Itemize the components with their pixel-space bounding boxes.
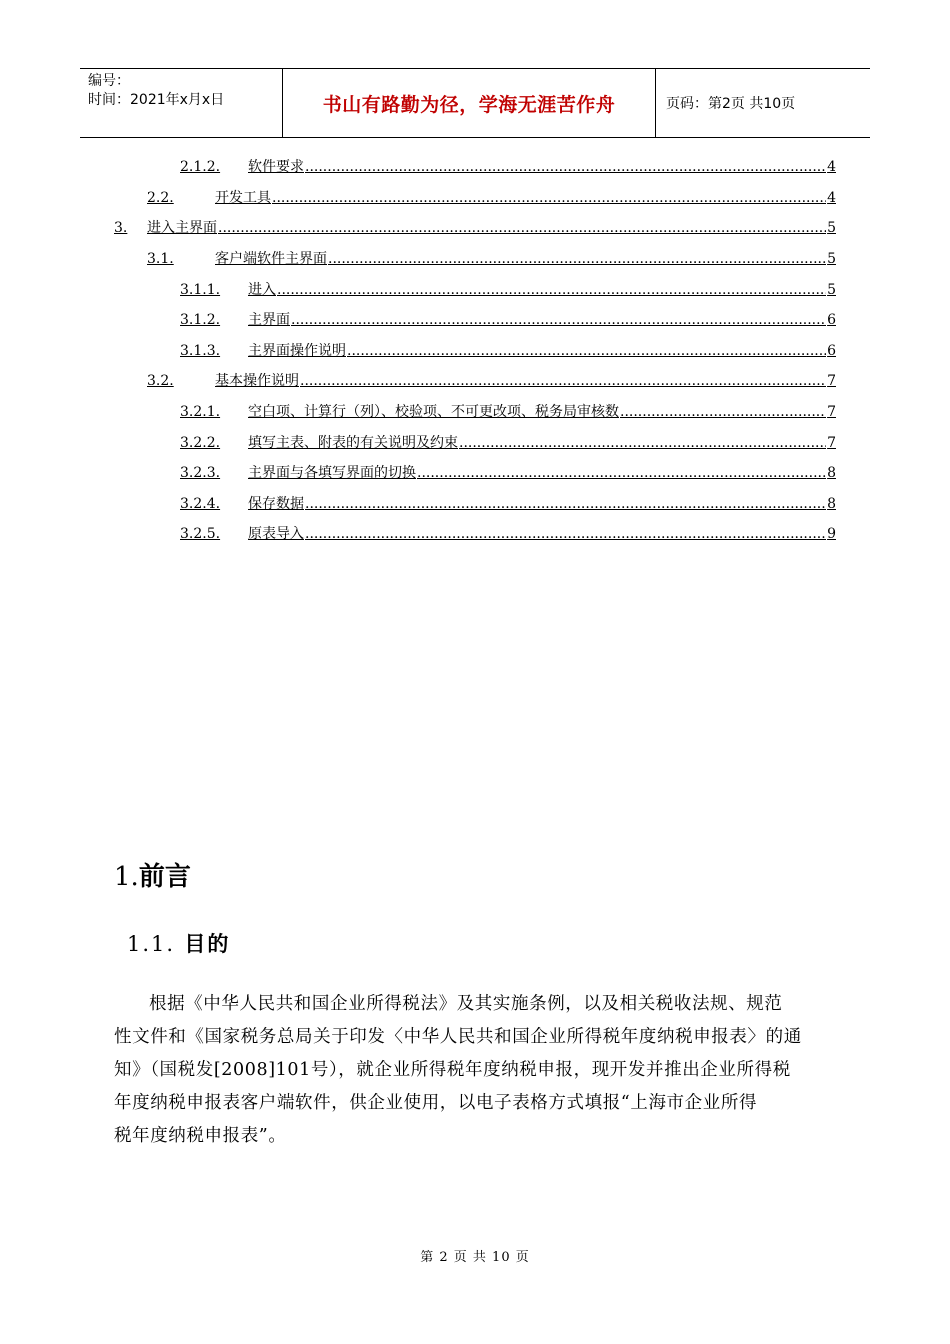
toc-entry-page: 6 [827,343,836,359]
toc-leader [277,281,826,299]
toc-leader [459,434,826,452]
toc-entry-page: 7 [827,373,836,389]
toc-entry-title: 进入 [248,282,276,298]
toc-entry-number: 3.1.2. [180,312,221,328]
toc-entry-title: 原表导入 [248,526,304,542]
toc-entry-number: 3.2.4. [180,496,221,512]
toc-entry-title: 基本操作说明 [215,373,299,389]
toc-entry-number: 2.2. [147,190,174,206]
page-footer: 第 2 页 共 10 页 [420,1250,530,1265]
header-motto: 书山有路勤为径，学海无涯苦作舟 [282,69,656,137]
toc-entry-page: 5 [827,251,836,267]
toc-entry-title: 客户端软件主界面 [215,251,327,267]
section-heading-number: 1.1. [127,932,176,956]
toc-entry-number: 3.2.3. [180,465,221,481]
toc-entry-page: 6 [827,312,836,328]
toc-entry[interactable] [180,277,836,299]
toc-entry-title: 软件要求 [248,159,304,175]
toc-entry-page: 4 [827,190,836,206]
body-paragraph [114,988,838,1153]
toc-entry-title: 主界面 [248,312,290,328]
toc-leader [291,311,826,329]
toc-entry-number: 3.2. [147,373,174,389]
toc-entry[interactable] [147,185,836,207]
toc-entry-number: 3.1.3. [180,343,221,359]
toc-entry[interactable] [180,460,836,482]
toc-entry[interactable] [180,491,836,513]
paragraph-line: 税年度纳税申报表”。 [114,1126,287,1146]
toc-entry[interactable] [180,399,836,421]
toc-leader [305,158,826,176]
toc-leader [347,342,826,360]
toc-entry-number: 3.2.1. [180,404,221,420]
toc-leader [218,219,826,237]
toc-entry-number: 3.1. [147,251,174,267]
toc-leader [305,495,826,513]
paragraph-line: 年度纳税申报表客户端软件，供企业使用，以电子表格方式填报“上海市企业所得 [114,1093,758,1113]
toc-entry[interactable] [147,368,836,390]
paragraph-line: 根据《中华人民共和国企业所得税法》及其实施条例，以及相关税收法规、规范 [149,994,783,1014]
toc-leader [328,250,826,268]
toc-entry[interactable] [180,338,836,360]
toc-leader [417,464,826,482]
toc-entry-number: 3.2.2. [180,435,221,451]
toc-leader [305,525,826,543]
time-label: 时间：2021年x月x日 [88,92,225,108]
toc-entry-page: 9 [827,526,836,542]
toc-entry-title: 空白项、计算行（列）、校验项、不可更改项、税务局审核数 [248,404,619,420]
toc-leader [620,403,826,421]
toc-entry-page: 8 [827,496,836,512]
toc-entry-number: 3. [114,220,128,236]
toc-entry-title: 主界面与各填写界面的切换 [248,465,416,481]
toc-entry-page: 5 [827,282,836,298]
header-page-info: 页码：第2页 共10页 [666,96,796,112]
section-heading-1-1 [127,928,230,958]
section-heading-1 [114,856,191,893]
toc-entry[interactable] [147,246,836,268]
paragraph-line: 知》（国税发[2008]101号），就企业所得税年度纳税申报，现开发并推出企业所得税 [114,1060,791,1080]
toc-entry[interactable] [180,430,836,452]
toc-entry-title: 填写主表、附表的有关说明及约束 [248,435,458,451]
toc-entry-title: 开发工具 [215,190,271,206]
toc-leader [272,189,826,207]
toc-entry-page: 5 [827,220,836,236]
section-heading-title: 前言 [138,862,191,892]
toc-entry-number: 3.2.5. [180,526,221,542]
section-heading-number: 1. [114,862,139,892]
toc-leader [300,372,826,390]
page-header [80,68,870,138]
toc-entry[interactable] [180,154,836,176]
header-meta [80,69,282,137]
serial-label: 编号： [88,73,130,89]
section-heading-title: 目的 [184,931,231,956]
toc-entry-number: 3.1.1. [180,282,221,298]
toc-entry[interactable] [180,307,836,329]
paragraph-line: 性文件和《国家税务总局关于印发〈中华人民共和国企业所得税年度纳税申报表〉的通 [114,1027,802,1047]
toc-entry-page: 4 [827,159,836,175]
toc-entry[interactable] [114,215,836,237]
toc-entry-title: 主界面操作说明 [248,343,346,359]
toc-entry-page: 7 [827,435,836,451]
toc-entry-number: 2.1.2. [180,159,221,175]
toc-entry-page: 7 [827,404,836,420]
toc-entry[interactable] [180,521,836,543]
toc-entry-title: 保存数据 [248,496,304,512]
toc-entry-title: 进入主界面 [147,220,217,236]
toc-entry-page: 8 [827,465,836,481]
